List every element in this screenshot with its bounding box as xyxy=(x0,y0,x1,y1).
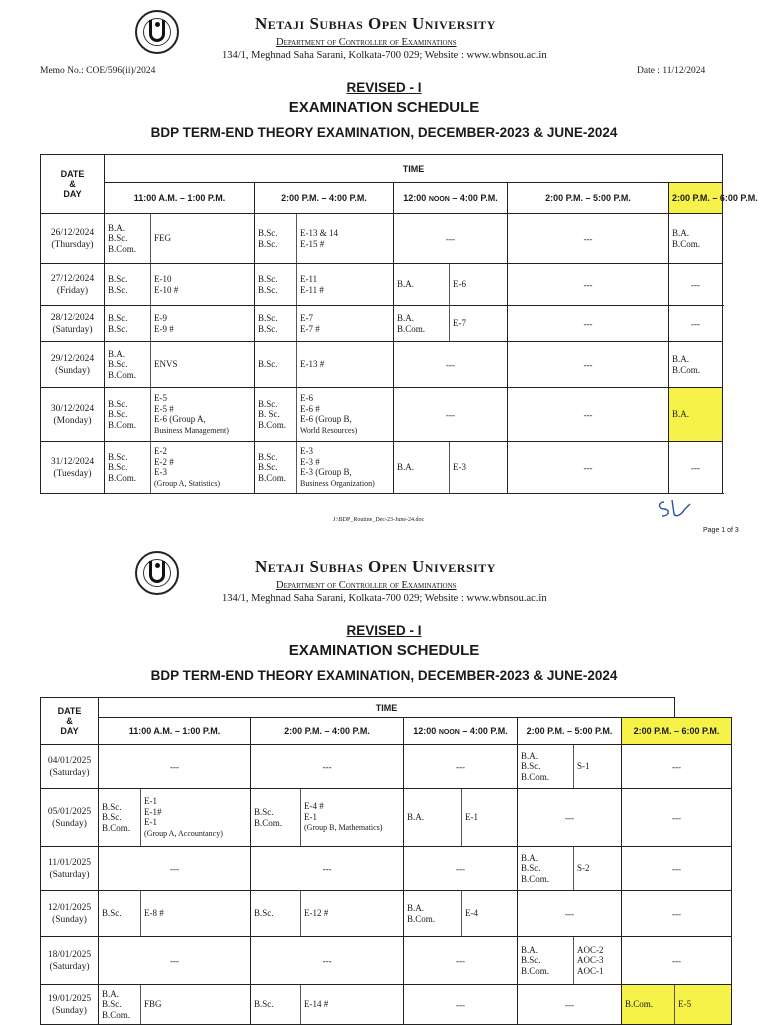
exam-date: 30/12/2024 xyxy=(50,403,95,414)
schedule-subtitle: BDP TERM-END THEORY EXAMINATION, DECEMBER-2023 & JUNE-2024 xyxy=(150,668,618,683)
slot-4-empty: --- xyxy=(518,891,622,937)
exam-date: 05/01/2025 xyxy=(47,806,92,817)
date-cell xyxy=(41,442,105,494)
exam-day: (Saturday) xyxy=(49,961,90,972)
slot-1-programmes: B.Sc. B.Sc. B.Com. xyxy=(105,442,151,494)
slot-4-paper: AOC-2 AOC-3 AOC-1 xyxy=(574,937,622,985)
date-cell xyxy=(41,388,105,442)
exam-day: (Monday) xyxy=(53,415,92,426)
slot-3-empty: --- xyxy=(404,985,518,1025)
university-name: Netaji Subhas Open University xyxy=(255,557,496,576)
slot-2-programmes: B.Sc. B.Sc. B.Com. xyxy=(255,442,297,494)
table-row xyxy=(41,937,732,985)
slot-4-paper: S-2 xyxy=(574,847,622,891)
slot-3-empty: --- xyxy=(394,214,508,264)
slot-5-empty: --- xyxy=(669,264,723,306)
slot-4-paper: S-1 xyxy=(574,745,622,789)
slot-2-paper: E-6 E-6 # E-6 (Group B, World Resources) xyxy=(297,388,394,442)
time-slot-header-5: 2:00 P.M. – 6:00 P.M. xyxy=(622,718,732,745)
university-logo xyxy=(135,551,179,595)
slot-4-programmes: B.A. B.Sc. B.Com. xyxy=(518,745,574,789)
slot-2-programmes: B.Sc. B.Sc. xyxy=(255,214,297,264)
date-cell xyxy=(41,264,105,306)
slot-1-programmes: B.Sc. B.Sc. B.Com. xyxy=(105,388,151,442)
slot-1-programmes: B.A. B.Sc. B.Com. xyxy=(105,342,151,388)
slot-3-programmes: B.A. xyxy=(394,264,450,306)
slot-2-paper: E-12 # xyxy=(301,891,404,937)
slot-3-paper: E-4 xyxy=(462,891,518,937)
address: 134/1, Meghnad Saha Sarani, Kolkata-700 029; Website : www.wbnsou.ac.in xyxy=(222,593,547,604)
slot-1-paper: E-2 E-2 # E-3 (Group A, Statistics) xyxy=(151,442,255,494)
slot-5-empty: --- xyxy=(622,891,732,937)
slot-2-programmes: B.Sc. B.Sc. xyxy=(255,264,297,306)
university-logo xyxy=(135,10,179,54)
page-number: Page 1 of 3 xyxy=(703,527,739,534)
slot-5-empty: --- xyxy=(669,442,723,494)
slot-5-empty: --- xyxy=(622,745,732,789)
schedule-table-page-2 xyxy=(40,697,732,1025)
exam-date: 04/01/2025 xyxy=(47,755,92,766)
footer-file-path: J:\BDP_Routine_Dec-23-June-24.doc xyxy=(333,517,425,523)
date-cell xyxy=(41,985,99,1025)
slot-5-programmes: B.A. B.Com. xyxy=(669,214,723,264)
slot-4-empty: --- xyxy=(508,264,669,306)
slot-2-programmes: B.Sc. B.Com. xyxy=(251,789,301,847)
table-row xyxy=(41,789,732,847)
exam-day: (Sunday) xyxy=(55,365,90,376)
paper-note: (Group A, Accountancy) xyxy=(144,828,223,838)
slot-3-empty: --- xyxy=(394,388,508,442)
exam-date: 29/12/2024 xyxy=(50,353,95,364)
slot-2-paper: E-7 E-7 # xyxy=(297,306,394,342)
time-header: TIME xyxy=(105,155,723,183)
paper-note: World Resources) xyxy=(300,425,358,435)
slot-4-programmes: B.A. B.Sc. B.Com. xyxy=(518,847,574,891)
paper-note: (Group B, Mathematics) xyxy=(304,823,383,833)
slot-3-paper: E-7 xyxy=(450,306,508,342)
exam-day: (Sunday) xyxy=(52,1005,87,1016)
slot-4-empty: --- xyxy=(508,214,669,264)
slot-1-programmes: B.Sc. B.Sc. B.Com. xyxy=(99,789,141,847)
slot-3-programmes: B.A. B.Com. xyxy=(394,306,450,342)
table-row xyxy=(41,306,723,342)
slot-2-paper: E-4 # E-1 (Group B, Mathematics) xyxy=(301,789,404,847)
paper-note: Business Organization) xyxy=(300,478,375,488)
date-cell xyxy=(41,745,99,789)
slot-3-empty: --- xyxy=(404,745,518,789)
slot-1-programmes: B.Sc. B.Sc. xyxy=(105,264,151,306)
department-name: Department of Controller of Examinations xyxy=(276,580,457,591)
exam-day: (Sunday) xyxy=(52,818,87,829)
memo-date: Date : 11/12/2024 xyxy=(637,66,706,76)
slot-5-empty: --- xyxy=(622,847,732,891)
date-cell xyxy=(41,306,105,342)
slot-1-programmes: B.Sc. xyxy=(99,891,141,937)
slot-4-empty: --- xyxy=(508,442,669,494)
schedule-table-page-1 xyxy=(40,154,758,494)
table-row xyxy=(41,214,723,264)
date-cell xyxy=(41,891,99,937)
exam-day: (Sunday) xyxy=(52,914,87,925)
slot-2-programmes: B.Sc. xyxy=(251,985,301,1025)
slot-3-empty: --- xyxy=(394,342,508,388)
time-slot-header-3: 12:00 NOON – 4:00 P.M. xyxy=(404,718,518,745)
table-row xyxy=(41,388,723,442)
exam-date: 19/01/2025 xyxy=(47,993,92,1004)
time-slot-header-1: 11:00 A.M. – 1:00 P.M. xyxy=(99,718,251,745)
slot-1-paper: FBG xyxy=(141,985,251,1025)
table-row xyxy=(41,891,732,937)
revised-label: REVISED - I xyxy=(346,623,422,638)
slot-5-paper: E-5 xyxy=(675,985,732,1025)
schedule-title: EXAMINATION SCHEDULE xyxy=(288,99,480,116)
slot-5-programmes: B.A. B.Com. xyxy=(669,342,723,388)
slot-2-empty: --- xyxy=(251,745,404,789)
slot-1-paper: E-10 E-10 # xyxy=(151,264,255,306)
university-name: Netaji Subhas Open University xyxy=(255,14,496,33)
slot-3-paper: E-1 xyxy=(462,789,518,847)
department-name: Department of Controller of Examinations xyxy=(276,37,457,48)
slot-5-empty: --- xyxy=(622,937,732,985)
table-row xyxy=(41,342,723,388)
slot-2-programmes: B.Sc. xyxy=(255,342,297,388)
slot-3-programmes: B.A. xyxy=(394,442,450,494)
slot-2-paper: E-11 E-11 # xyxy=(297,264,394,306)
slot-4-programmes: B.A. B.Sc. B.Com. xyxy=(518,937,574,985)
revised-label: REVISED - I xyxy=(346,80,422,95)
paper-note: (Group A, Statistics) xyxy=(154,478,220,488)
time-header: TIME xyxy=(99,698,675,718)
time-slot-header-2: 2:00 P.M. – 4:00 P.M. xyxy=(255,183,394,214)
exam-date: 27/12/2024 xyxy=(50,273,95,284)
exam-date: 31/12/2024 xyxy=(50,456,95,467)
exam-day: (Saturday) xyxy=(49,869,90,880)
slot-2-empty: --- xyxy=(251,937,404,985)
table-row xyxy=(41,847,732,891)
slot-1-paper: ENVS xyxy=(151,342,255,388)
schedule-subtitle: BDP TERM-END THEORY EXAMINATION, DECEMBER-2023 & JUNE-2024 xyxy=(150,125,618,140)
exam-day: (Saturday) xyxy=(49,767,90,778)
slot-3-programmes: B.A. xyxy=(404,789,462,847)
slot-3-paper: E-6 xyxy=(450,264,508,306)
table-row xyxy=(41,264,723,306)
exam-date: 18/01/2025 xyxy=(47,949,92,960)
slot-2-empty: --- xyxy=(251,847,404,891)
slot-3-programmes: B.A. B.Com. xyxy=(404,891,462,937)
exam-day: (Tuesday) xyxy=(53,468,92,479)
time-slot-header-3: 12:00 NOON – 4:00 P.M. xyxy=(394,183,508,214)
table-row xyxy=(41,745,732,789)
slot-2-programmes: B.Sc. B. Sc. B.Com. xyxy=(255,388,297,442)
slot-2-paper: E-14 # xyxy=(301,985,404,1025)
schedule-title: EXAMINATION SCHEDULE xyxy=(288,642,480,659)
date-cell xyxy=(41,937,99,985)
address: 134/1, Meghnad Saha Sarani, Kolkata-700 029; Website : www.wbnsou.ac.in xyxy=(222,50,547,61)
slot-4-empty: --- xyxy=(518,985,622,1025)
table-row xyxy=(41,442,723,494)
table-row xyxy=(41,985,732,1025)
slot-5-empty: --- xyxy=(669,306,723,342)
slot-1-empty: --- xyxy=(99,937,251,985)
slot-5-programmes: B.A. xyxy=(669,388,723,442)
date-cell xyxy=(41,214,105,264)
exam-date: 26/12/2024 xyxy=(50,227,95,238)
slot-1-programmes: B.Sc. B.Sc. xyxy=(105,306,151,342)
slot-1-empty: --- xyxy=(99,847,251,891)
slot-4-empty: --- xyxy=(508,388,669,442)
time-slot-header-5: 2:00 P.M. – 6:00 P.M. xyxy=(669,183,723,214)
slot-4-empty: --- xyxy=(518,789,622,847)
page-2 xyxy=(0,545,768,1024)
date-cell xyxy=(41,342,105,388)
date-day-header: DATE & DAY xyxy=(41,698,99,745)
date-day-header: DATE & DAY xyxy=(41,155,105,214)
time-slot-header-4: 2:00 P.M. – 5:00 P.M. xyxy=(518,718,622,745)
exam-day: (Saturday) xyxy=(52,324,93,335)
exam-day: (Thursday) xyxy=(51,239,94,250)
slot-3-paper: E-3 xyxy=(450,442,508,494)
exam-day: (Friday) xyxy=(56,285,89,296)
slot-1-empty: --- xyxy=(99,745,251,789)
paper-note: Business Management) xyxy=(154,425,229,435)
exam-date: 12/01/2025 xyxy=(47,902,92,913)
slot-4-empty: --- xyxy=(508,306,669,342)
time-slot-header-2: 2:00 P.M. – 4:00 P.M. xyxy=(251,718,404,745)
slot-2-programmes: B.Sc. xyxy=(251,891,301,937)
date-cell xyxy=(41,789,99,847)
slot-3-empty: --- xyxy=(404,847,518,891)
slot-1-paper: E-9 E-9 # xyxy=(151,306,255,342)
time-slot-header-4: 2:00 P.M. – 5:00 P.M. xyxy=(508,183,669,214)
slot-2-paper: E-13 # xyxy=(297,342,394,388)
slot-1-paper: FEG xyxy=(151,214,255,264)
slot-1-paper: E-5 E-5 # E-6 (Group A, Business Management) xyxy=(151,388,255,442)
slot-1-paper: E-8 # xyxy=(141,891,251,937)
slot-2-programmes: B.Sc. B.Sc. xyxy=(255,306,297,342)
slot-5-programmes: B.Com. xyxy=(622,985,675,1025)
slot-1-programmes: B.A. B.Sc. B.Com. xyxy=(99,985,141,1025)
signature-icon xyxy=(654,496,694,520)
slot-4-empty: --- xyxy=(508,342,669,388)
exam-date: 11/01/2025 xyxy=(48,857,91,868)
slot-5-empty: --- xyxy=(622,789,732,847)
slot-1-programmes: B.A. B.Sc. B.Com. xyxy=(105,214,151,264)
slot-2-paper: E-13 & 14 E-15 # xyxy=(297,214,394,264)
time-slot-header-1: 11:00 A.M. – 1:00 P.M. xyxy=(105,183,255,214)
slot-1-paper: E-1 E-1# E-1 (Group A, Accountancy) xyxy=(141,789,251,847)
slot-2-paper: E-3 E-3 # E-3 (Group B, Business Organization) xyxy=(297,442,394,494)
date-cell xyxy=(41,847,99,891)
exam-date: 28/12/2024 xyxy=(50,312,95,323)
slot-3-empty: --- xyxy=(404,937,518,985)
memo-number: Memo No.: COE/596(ii)/2024 xyxy=(40,66,156,76)
